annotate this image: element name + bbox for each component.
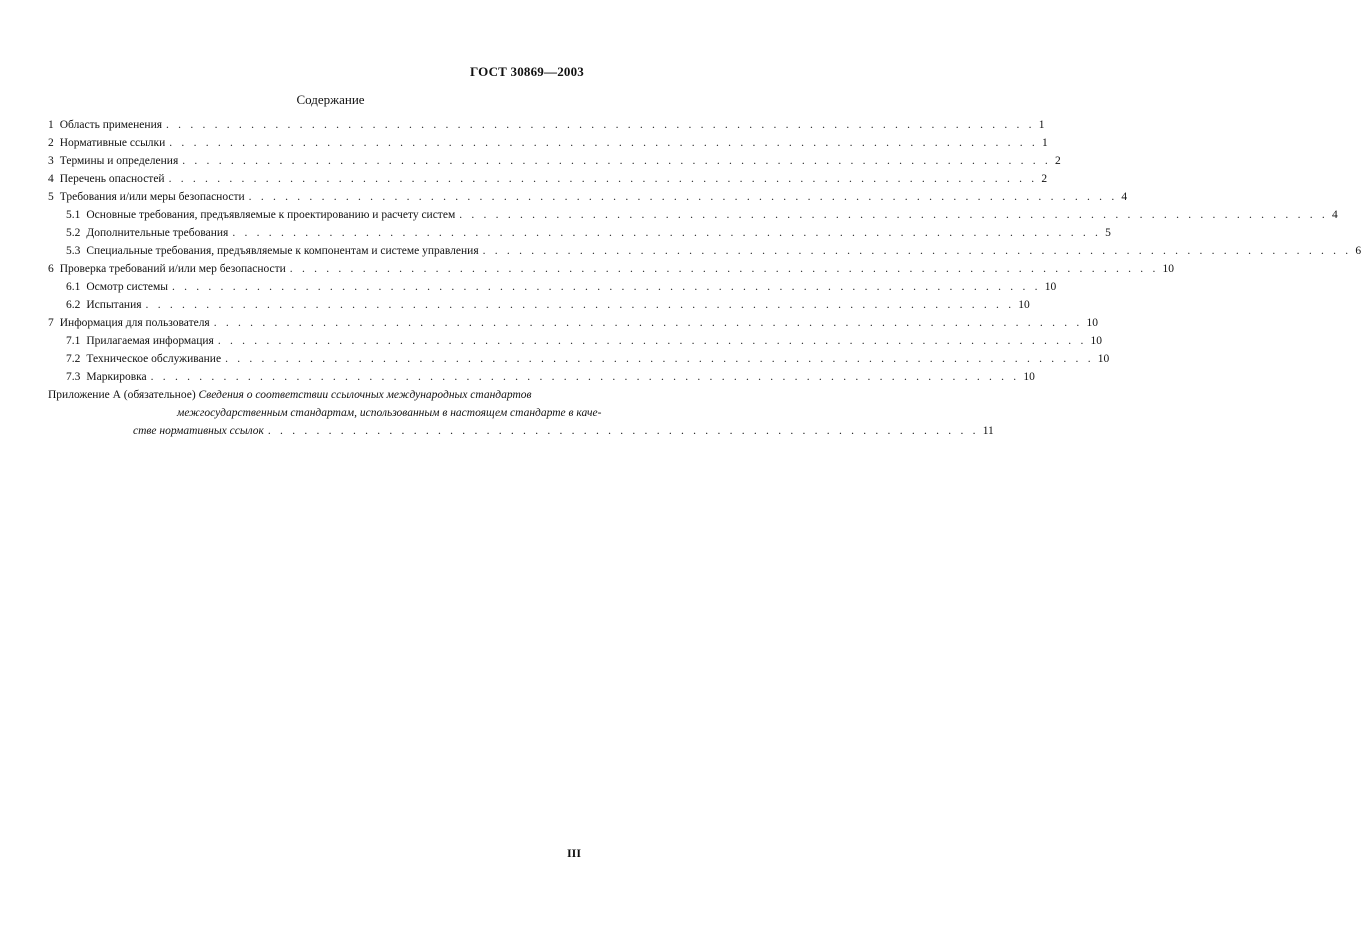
toc-entry-number: 2: [48, 137, 54, 149]
toc-entry-number: 4: [48, 173, 54, 185]
toc-entry-page: 11: [982, 425, 994, 437]
toc-entry[interactable]: [66, 352, 1110, 366]
toc-entry-title: Осмотр системы: [86, 281, 168, 293]
appendix-title-line2: межгосударственным стандартам, использованным в настоящем стандарте в каче-: [177, 407, 602, 419]
toc-entry[interactable]: [66, 370, 1035, 384]
toc-entry-page: 10: [1090, 335, 1103, 347]
toc-entry-number: 5.2: [66, 227, 81, 239]
toc-entry-page: 10: [1018, 299, 1030, 311]
toc-entry-number: 3: [48, 155, 54, 167]
toc-entry-number: 6.2: [66, 299, 81, 311]
toc-entry-page: 1: [1042, 137, 1048, 149]
leader-dots: . . . . . . . . . . . . . . . . . . . . . . . . . . . . . . . . . . . . . . . . . . . . . . . . . . . . . . . . . . . . . . . . . . . . . . . .: [459, 209, 1328, 221]
toc-entry-title: Нормативные ссылки: [59, 137, 166, 149]
toc-entry[interactable]: [66, 208, 1338, 222]
toc-entry-title: Требования и/или меры безопасности: [59, 191, 245, 203]
toc-entry[interactable]: [66, 334, 1103, 348]
leader-dots: . . . . . . . . . . . . . . . . . . . . . . . . . . . . . . . . . . . . . . . . . . . . . . . . . . . . . . . . . . . . . . . . . . . . . . . .: [171, 281, 1041, 293]
leader-dots: . . . . . . . . . . . . . . . . . . . . . . . . . . . . . . . . . . . . . . . . . . . . . . . . . . . . . . . . . . . . . . . . . . . . . . . .: [182, 155, 1051, 167]
toc-entry-title: Дополнительные требования: [86, 227, 229, 239]
toc-entry-title: Область применения: [59, 119, 163, 131]
leader-dots: . . . . . . . . . . . . . . . . . . . . . . . . . . . . . . . . . . . . . . . . . . . . . . . . . . . . . . . . . . .: [267, 425, 979, 437]
toc-entry-title: Информация для пользователя: [59, 317, 210, 329]
toc-appendix-entry[interactable]: [48, 386, 994, 437]
leader-dots: . . . . . . . . . . . . . . . . . . . . . . . . . . . . . . . . . . . . . . . . . . . . . . . . . . . . . . . . . . . . . . . . . . . . . . . .: [166, 119, 1035, 131]
toc-entry[interactable]: [66, 244, 1361, 258]
appendix-title-line3: стве нормативных ссылок: [133, 425, 264, 437]
toc-entry[interactable]: [66, 280, 1057, 294]
toc-entry-page: 4: [1331, 209, 1338, 221]
appendix-title-line1: Сведения о соответствии ссылочных международных стандартов: [198, 389, 532, 401]
leader-dots: . . . . . . . . . . . . . . . . . . . . . . . . . . . . . . . . . . . . . . . . . . . . . . . . . . . . . . . . . . . . . . . . . . . . . . . .: [168, 173, 1038, 185]
toc-entry-number: 7.1: [66, 335, 81, 347]
toc-entry-title: Перечень опасностей: [59, 173, 165, 185]
toc-entry-number: 1: [48, 119, 54, 131]
toc-entry-title: Прилагаемая информация: [86, 335, 214, 347]
toc-entry[interactable]: [48, 118, 1045, 132]
toc-entry-number: 6: [48, 263, 54, 275]
toc-entry-page: 6: [1355, 245, 1361, 257]
toc-entry[interactable]: [48, 262, 1175, 276]
leader-dots: . . . . . . . . . . . . . . . . . . . . . . . . . . . . . . . . . . . . . . . . . . . . . . . . . . . . . . . . . . . . . . . . . . . . . . . .: [248, 191, 1118, 203]
toc-entry-page: 10: [1044, 281, 1057, 293]
toc-entry-number: 5.3: [66, 245, 81, 257]
toc-entry-page: 1: [1038, 119, 1045, 131]
leader-dots: . . . . . . . . . . . . . . . . . . . . . . . . . . . . . . . . . . . . . . . . . . . . . . . . . . . . . . . . . . . . . . . . . . . . . . . .: [213, 317, 1083, 329]
leader-dots: . . . . . . . . . . . . . . . . . . . . . . . . . . . . . . . . . . . . . . . . . . . . . . . . . . . . . . . . . . . . . . . . . . . . . . . .: [145, 299, 1015, 311]
toc-entry-page: 10: [1023, 371, 1035, 383]
toc-entry[interactable]: [66, 226, 1111, 240]
toc-entry[interactable]: [48, 190, 1128, 204]
toc-entry[interactable]: [48, 136, 1048, 150]
leader-dots: . . . . . . . . . . . . . . . . . . . . . . . . . . . . . . . . . . . . . . . . . . . . . . . . . . . . . . . . . . . . . . . . . . . . . . . .: [169, 137, 1039, 149]
leader-dots: . . . . . . . . . . . . . . . . . . . . . . . . . . . . . . . . . . . . . . . . . . . . . . . . . . . . . . . . . . . . . . . . . . . . . . . .: [217, 335, 1087, 347]
toc-title: Содержание: [296, 92, 365, 107]
toc-entry[interactable]: [48, 172, 1048, 186]
leader-dots: . . . . . . . . . . . . . . . . . . . . . . . . . . . . . . . . . . . . . . . . . . . . . . . . . . . . . . . . . . . . . . . . . . . . . . . .: [150, 371, 1020, 383]
toc-entry-number: 7.3: [66, 371, 81, 383]
toc-entry-number: 7: [48, 317, 54, 329]
toc-entry-number: 5: [48, 191, 54, 203]
toc-entry-page: 2: [1054, 155, 1061, 167]
toc-entry-number: 5.1: [66, 209, 81, 221]
leader-dots: . . . . . . . . . . . . . . . . . . . . . . . . . . . . . . . . . . . . . . . . . . . . . . . . . . . . . . . . . . . . . . . . . . . . . . . .: [482, 245, 1352, 257]
toc-entry-title: Техническое обслуживание: [86, 353, 222, 365]
toc-entry-page: 10: [1162, 263, 1175, 275]
document-code: ГОСТ 30869—2003: [469, 64, 584, 79]
leader-dots: . . . . . . . . . . . . . . . . . . . . . . . . . . . . . . . . . . . . . . . . . . . . . . . . . . . . . . . . . . . . . . . . . . . . . . . .: [225, 353, 1094, 365]
page-number: III: [566, 846, 581, 860]
appendix-label: Приложение А (обязательное): [48, 389, 196, 401]
leader-dots: . . . . . . . . . . . . . . . . . . . . . . . . . . . . . . . . . . . . . . . . . . . . . . . . . . . . . . . . . . . . . . . . . . . . . . . .: [289, 263, 1159, 275]
toc-entry-page: 2: [1041, 173, 1048, 185]
toc-entry-page: 5: [1105, 227, 1111, 239]
toc-entry-number: 6.1: [66, 281, 81, 293]
toc-entry-number: 7.2: [66, 353, 81, 365]
toc-entry-title: Основные требования, предъявляемые к проектированию и расчету систем: [86, 209, 456, 221]
toc-entry-title: Специальные требования, предъявляемые к компонентам и системе управления: [86, 245, 479, 257]
toc-entry-page: 10: [1097, 353, 1110, 365]
toc-entry-page: 10: [1086, 317, 1098, 329]
toc-entry-page: 4: [1121, 191, 1128, 203]
toc-entry[interactable]: [48, 316, 1098, 330]
toc-entry[interactable]: [66, 298, 1030, 312]
toc-entry-title: Проверка требований и/или мер безопасности: [59, 263, 286, 275]
leader-dots: . . . . . . . . . . . . . . . . . . . . . . . . . . . . . . . . . . . . . . . . . . . . . . . . . . . . . . . . . . . . . . . . . . . . . . . .: [232, 227, 1102, 239]
toc-entry-title: Термины и определения: [59, 155, 179, 167]
toc-entry-title: Испытания: [86, 299, 142, 311]
toc-entry[interactable]: [48, 154, 1061, 168]
toc-entry-title: Маркировка: [86, 371, 147, 383]
